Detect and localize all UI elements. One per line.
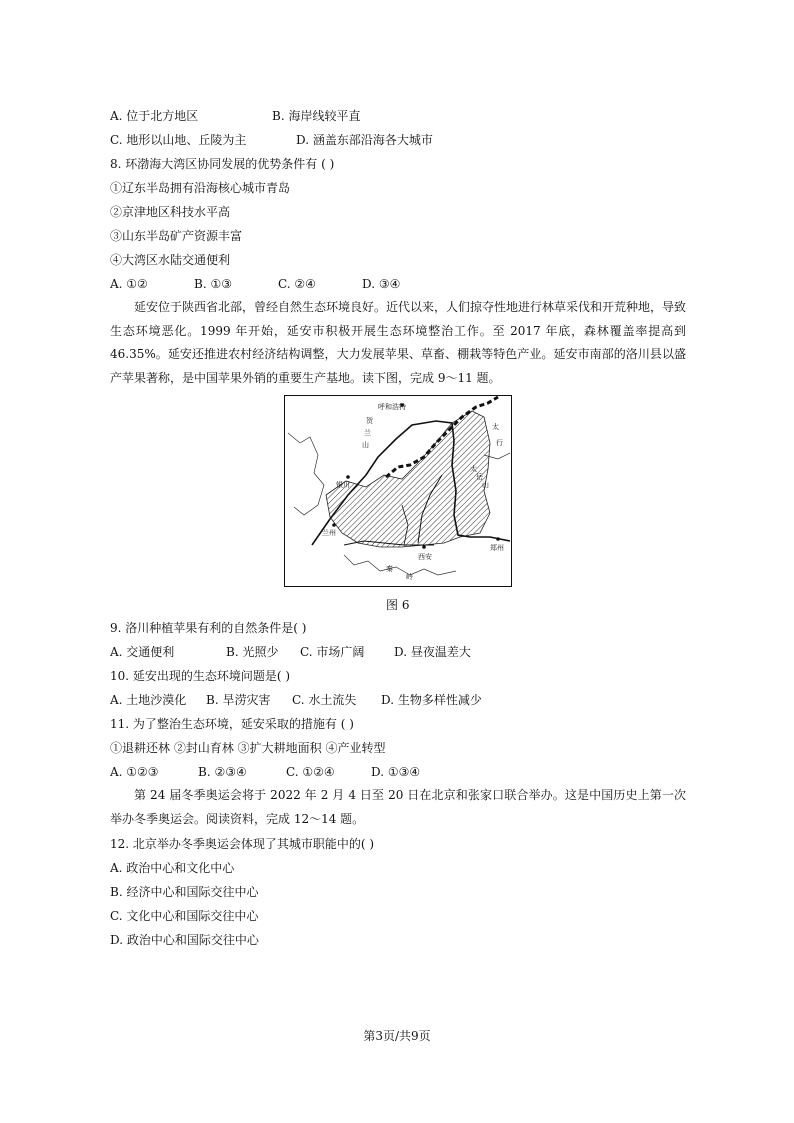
q8-item-2: ②京津地区科技水平高 [110,205,231,219]
q12-option-a: A. 政治中心和文化中心 [110,861,235,875]
q10-options [110,692,482,708]
label-xian: 西安 [418,553,432,561]
q11-option-d: D. ①③④ [371,765,421,779]
label-lanzhou: 兰州 [322,529,336,537]
lanzhou-dot [332,523,336,527]
q12-option-b: B. 经济中心和国际交往中心 [110,885,259,899]
label-helan-3: 山 [362,441,369,449]
label-taihang-2: 行 [496,439,503,447]
q12-option-c: C. 文化中心和国际交往中心 [110,909,259,923]
label-zhengzhou: 郑州 [490,544,504,552]
q7-option-d: D. 涵盖东部沿海各大城市 [296,133,433,147]
q10-option-c: C. 水土流失 [292,693,357,707]
q10-option-d: D. 生物多样性减少 [381,693,482,707]
q11-option-c: C. ①②④ [286,765,335,779]
label-taihang-1: 太 [492,423,499,431]
label-helan-2: 兰 [364,429,371,437]
passage-winter-olympics: 第 24 届冬季奥运会将于 2022 年 2 月 4 日至 20 日在北京和张家口联合举办。这是中国历史上第一次举办冬季奥运会。阅读资料，完成 12～14 题。 [110,788,686,826]
label-qinling-1: 秦 [386,565,393,573]
q11-items: ①退耕还林 ②封山育林 ③扩大耕地面积 ④产业转型 [110,741,386,755]
q8-option-a: A. ①② [110,277,148,291]
q8-item-1: ①辽东半岛拥有沿海核心城市青岛 [110,181,291,195]
q11-option-a: A. ①②③ [110,765,159,779]
xian-dot [422,545,426,549]
q9-option-b: B. 光照少 [226,645,279,659]
q9-stem: 9. 洛川种植苹果有利的自然条件是( ) [110,621,307,635]
zhengzhou-dot [496,537,500,541]
q12-option-d: D. 政治中心和国际交往中心 [110,933,259,947]
q7-option-b: B. 海岸线较平直 [272,109,361,123]
q9-option-a: A. 交通便利 [110,645,175,659]
map-caption: 图 6 [386,598,410,612]
q10-option-b: B. 旱涝灾害 [206,693,271,707]
q11-option-b: B. ②③④ [198,765,247,779]
q11-stem: 11. 为了整治生态环境，延安采取的措施有 ( ) [110,717,354,731]
passage-yanan: 延安位于陕西省北部，曾经自然生态环境良好。近代以来，人们掠夺性地进行林草采伐和开荒种地，导致生态环境恶化。1999 年开始，延安市积极开展生态环境整治工作。至 2017 年底，森林覆盖率提高到46.35%。延安还推进农村经济结构调整，大力发展苹果、草畜、棚栽等特色产业。延安市南部的洛川县以盛产苹果著称，是中国苹果外销的重要生产基地。读下图，完成 9～11 题。 [110,300,687,385]
q9-option-c: C. 市场广阔 [300,645,365,659]
q8-options [110,276,400,292]
page-number: 第3页/共9页 [363,1029,431,1043]
q12-stem: 12. 北京举办冬季奥运会体现了其城市职能中的( ) [110,837,375,851]
q8-item-3: ③山东半岛矿产资源丰富 [110,229,243,243]
q7-option-c: C. 地形以山地、丘陵为主 [110,133,247,147]
q9-options [110,644,471,660]
label-huhehaote: 呼和浩特 [378,403,406,411]
q10-stem: 10. 延安出现的生态环境问题是( ) [110,669,291,683]
label-yinchuan: 银川 [336,481,350,489]
q10-option-a: A. 土地沙漠化 [110,693,187,707]
yinchuan-dot [346,475,350,479]
q9-option-d: D. 昼夜温差大 [394,645,471,659]
q7-option-a: A. 位于北方地区 [110,109,199,123]
q11-options [110,764,420,780]
q8-option-d: D. ③④ [362,277,401,291]
map-figure [284,395,512,587]
label-taiyue-2: 岳 [476,473,483,481]
label-taiyue-3: 山 [482,481,489,489]
q8-option-c: C. ②④ [278,277,316,291]
label-taiyue-1: 太 [470,465,477,473]
q8-stem: 8. 环渤海大湾区协同发展的优势条件有 ( ) [110,157,335,171]
label-helan-1: 贺 [366,417,373,425]
label-qinling-2: 岭 [406,573,413,581]
q8-option-b: B. ①③ [194,277,232,291]
q8-item-4: ④大湾区水陆交通便利 [110,253,231,267]
